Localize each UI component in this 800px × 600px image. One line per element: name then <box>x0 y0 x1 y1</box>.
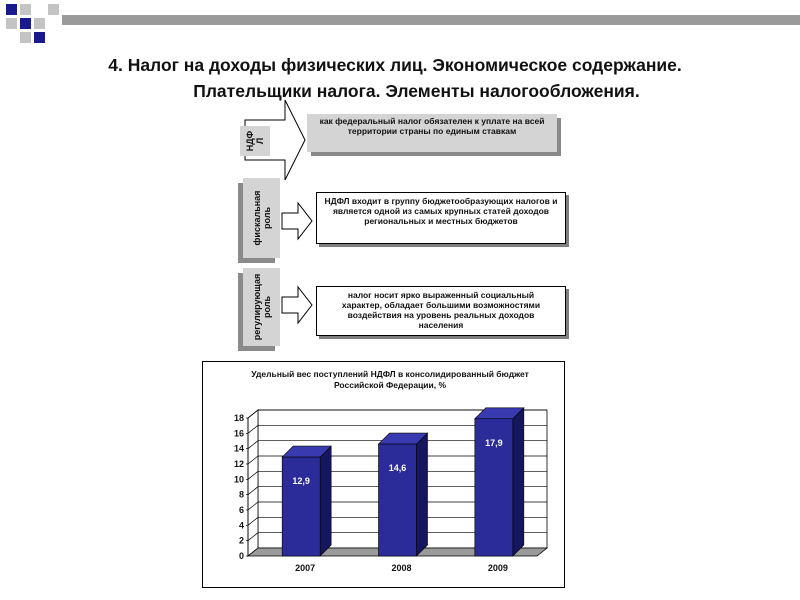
y-tick-label: 14 <box>233 443 244 454</box>
bar-side <box>513 408 524 556</box>
y-tick-label: 10 <box>233 474 244 485</box>
regul-description-text: налог носит ярко выраженный социальный характер, обладает большими возможностями воздействия на уровень реальных доходов населения <box>341 290 541 330</box>
fiscal-role-line-1: фискальная <box>251 190 262 246</box>
y-tick-label: 2 <box>238 535 244 546</box>
bar-value-label: 12,9 <box>292 476 310 487</box>
x-tick-label: 2008 <box>391 563 412 573</box>
fiscal-role-line-2: роль <box>261 206 272 230</box>
bar-side <box>320 446 331 556</box>
y-tick-label: 4 <box>238 520 244 531</box>
bar <box>379 444 417 556</box>
fiscal-description-text: НДФЛ входит в группу бюджетообразующих налогов и является одной из самых крупных статей доходов региональных и местных бюджетов <box>324 196 558 226</box>
x-tick-label: 2007 <box>295 563 316 573</box>
y-tick-label: 0 <box>238 551 244 561</box>
y-tick-label: 18 <box>233 413 244 423</box>
bar <box>282 457 320 556</box>
regul-role-line-2: роль <box>261 295 272 319</box>
ndfl-label-line-2: Л <box>255 137 265 145</box>
page-title-line-2: Плательщики налога. Элементы налогообложения. <box>193 81 640 101</box>
ndfl-label-line-1: НДФ <box>245 130 255 152</box>
x-tick-label: 2009 <box>487 563 508 573</box>
y-tick-label: 12 <box>233 459 244 469</box>
bar-value-label: 17,9 <box>485 437 503 448</box>
y-tick-label: 6 <box>238 505 244 515</box>
page-title-line-1: 4. Налог на доходы физических лиц. Экономическое содержание. <box>108 55 682 75</box>
y-tick-label: 8 <box>238 489 244 500</box>
chart-title: Удельный вес поступлений НДФЛ в консолидированный бюджет Российской Федерации, % <box>251 369 529 390</box>
bar-side <box>417 433 428 556</box>
bar-value-label: 14,6 <box>388 463 407 474</box>
ndfl-description-text: как федеральный налог обязателен к уплате на всей территории страны по единым ставкам <box>319 116 545 136</box>
y-tick-label: 16 <box>233 428 244 439</box>
regul-role-line-1: регулирующая <box>251 273 262 341</box>
